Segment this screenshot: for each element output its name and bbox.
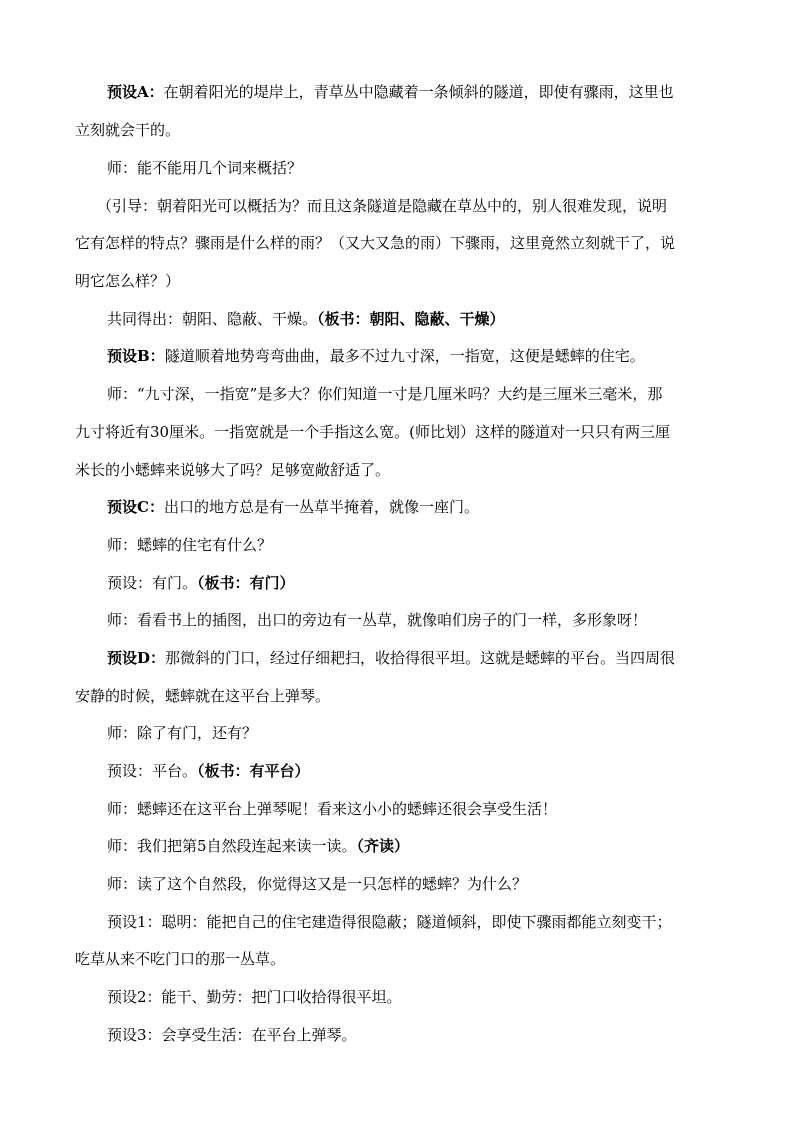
text-line (75, 425, 725, 440)
text-line (75, 236, 725, 251)
text-segment: 共同得出：朝阳、隐蔽、干燥。 (107, 310, 318, 328)
text-segment: 师：看看书上的插图，出口的旁边有一丛草，就像咱们房子的门一样，多形象呀！ (107, 611, 648, 629)
text-line (107, 85, 757, 100)
text-line (107, 726, 757, 741)
bold-segment: （板书：有门） (197, 574, 295, 592)
text-line (75, 952, 725, 967)
text-line (107, 312, 757, 327)
text-line (107, 764, 757, 779)
text-line (107, 839, 757, 854)
text-segment: 出口的地方总是有一丛草半掩着，就像一座门。 (163, 498, 479, 516)
text-line (97, 199, 747, 214)
text-segment: 明它怎么样？） (75, 272, 181, 290)
bold-segment: 预设A： (107, 83, 164, 101)
text-line (107, 613, 757, 628)
bold-segment: 预设B： (107, 347, 165, 365)
text-line (107, 387, 757, 402)
text-segment: 那微斜的门口，经过仔细耙扫，收拾得很平坦。这就是蟋蟀的平台。当四周很 (165, 649, 676, 667)
text-segment: 隧道顺着地势弯弯曲曲，最多不过九寸深，一指宽，这便是蟋蟀的住宅。 (164, 347, 645, 365)
text-line (107, 349, 757, 364)
text-line (107, 802, 757, 817)
text-segment: 预设2：能干、勤劳：把门口收拾得很平坦。 (107, 988, 402, 1006)
text-line (75, 123, 725, 138)
text-segment: 安静的时候，蟋蟀就在这平台上弹琴。 (75, 687, 331, 705)
bold-segment: 预设C： (107, 498, 164, 516)
text-segment: 在朝着阳光的堤岸上，青草丛中隐藏着一条倾斜的隧道，即使有骤雨，这里也 (163, 83, 674, 101)
bold-segment: 预设D： (107, 649, 166, 667)
bold-segment: （齐读） (356, 837, 410, 855)
text-line (107, 1028, 757, 1043)
bold-segment: （板书：有平台） (197, 762, 310, 780)
text-segment: （引导：朝着阳光可以概括为？而且这条隧道是隐藏在草丛中的，别人很难发现，说明 (97, 197, 668, 215)
text-segment: 吃草从来不吃门口的那一丛草。 (75, 950, 286, 968)
text-segment: 师：读了这个自然段，你觉得这又是一只怎样的蟋蟀？为什么？ (107, 875, 528, 893)
text-segment: 预设：平台。 (107, 762, 198, 780)
text-segment: 师：蟋蟀的住宅有什么？ (107, 536, 273, 554)
text-line (107, 538, 757, 553)
text-segment: 师：“九寸深，一指宽”是多大？你们知道一寸是几厘米吗？大约是三厘米三毫米，那 (107, 385, 663, 403)
text-line (107, 877, 757, 892)
text-segment: 预设1：聪明：能把自己的住宅建造得很隐蔽；隧道倾斜，即使下骤雨都能立刻变干； (107, 913, 672, 931)
text-segment: 它有怎样的特点？骤雨是什么样的雨？（又大又急的雨）下骤雨，这里竟然立刻就干了，说 (75, 234, 676, 252)
text-segment: 预设3：会享受生活：在平台上弹琴。 (107, 1026, 357, 1044)
text-segment: 九寸将近有30厘米。一指宽就是一个手指这么宽。(师比划）这样的隧道对一只只有两三厘 (75, 423, 670, 441)
text-line (75, 689, 725, 704)
text-line (107, 161, 757, 176)
text-line (107, 500, 757, 515)
text-line (107, 915, 757, 930)
text-line (75, 274, 725, 289)
text-line (107, 576, 757, 591)
text-line (75, 463, 725, 478)
text-segment: 师：能不能用几个词来概括？ (107, 159, 303, 177)
text-line (107, 651, 757, 666)
text-line (107, 990, 757, 1005)
bold-segment: （板书：朝阳、隐蔽、干燥） (317, 310, 505, 328)
text-segment: 米长的小蟋蟀来说够大了吗？足够宽敞舒适了。 (75, 461, 391, 479)
text-segment: 预设：有门。 (107, 574, 198, 592)
text-segment: 师：我们把第5自然段连起来读一读。 (107, 837, 357, 855)
text-segment: 师：蟋蟀还在这平台上弹琴呢！看来这小小的蟋蟀还很会享受生活！ (107, 800, 558, 818)
text-segment: 师：除了有门，还有？ (107, 724, 258, 742)
text-segment: 立刻就会干的。 (75, 121, 181, 139)
